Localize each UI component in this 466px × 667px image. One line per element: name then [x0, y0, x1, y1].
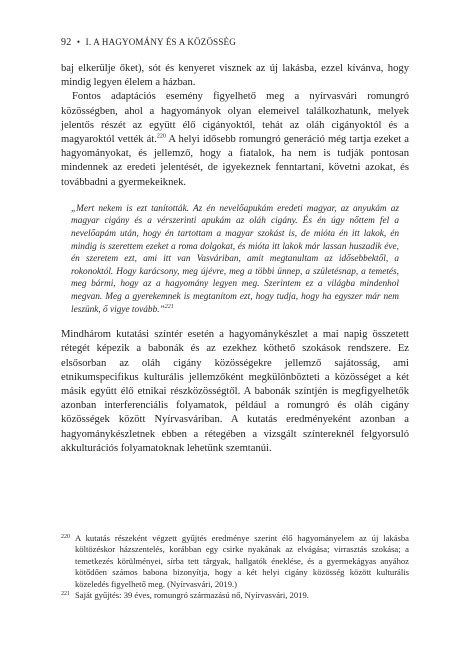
footnote [61, 590, 409, 601]
footnote-text: Saját gyűjtés: 39 éves, romungró származású nő, Nyírvasvári, 2019. [75, 590, 309, 601]
paragraph-text-after: A helyi idősebb romungró generáció még tartja ezeket a hagyományokat, és jellemző, hogy a fiatalok, ha nem is tudják pontosan mindennek az eredeti jelentését, de igyekeznek fenntartani, követni azokat, és továbbadni a gyermekeiknek. [61, 134, 409, 188]
paragraph-continued: baj elkerülje őket), sót és kenyeret visznek az új lakásba, ezzel kívánva, hogy mindig legyen élelem a házban. [61, 63, 409, 89]
running-head [61, 37, 236, 48]
paragraph-adaptation [61, 90, 409, 189]
body-text [61, 62, 409, 456]
footnote-text: A kutatás részeként végzett gyűjtés eredménye szerint élő hagyományelem az új lakásba költözéskor házszentelés, korábban egy csirke nyakának az elvágása; virrasztás szokása; a temetkezés körülményei, sírba tett tárgyak, hallgatók éneklése, és a gyermekágyas anyához kötődően számos babona bizonyítja, hogy a két helyi cigány közösség között kulturális közeledés figyelhető meg. (Nyírvasvári, 2019.) [75, 533, 409, 589]
header-separator: • [76, 37, 81, 47]
footnote-number: 221 [61, 591, 70, 598]
footnote [61, 533, 409, 590]
interview-quote [71, 203, 399, 316]
footnote-ref-221: 221 [164, 303, 174, 310]
footnotes [61, 533, 409, 601]
footnote-number: 220 [61, 534, 70, 540]
footnote-ref-220: 220 [156, 133, 166, 140]
paragraph-superstitions: Mindhárom kutatási színtér esetén a hagyománykészlet a mai napig összetett rétegét képezik a babonák és az ezekhez köthető szokások rendszere. Ez elsősorban az oláh cigány közösségekre jellemző sajátosság, ami etnikumspecifikus kulturális jellemzőként megkülönbözteti a közösséget a két másik együtt élő etnikai részközösségtől. A babonák színtjén is megfigyelhetők azonban interferenciális folyamatok, például a romungró és oláh cigány közösségek között Nyírvasváriban. A kutatás eredményeként azonban a hagyománykészletnek ebben a rétegében a vizsgált színtereknél felgyorsuló akkulturációs folyamatoknak lehetünk szemtanúi. [61, 329, 409, 454]
quote-text: „Mert nekem is ezt tanították. Az én nevelőapukám eredeti magyar, az anyukám az magyar cigány és a vérszerinti apukám az oláh cigány. És én úgy nőttem fel a nevelőapám után, hogy én tartottam a magyar szokást is, de mióta én itt lakok, én mindig is szerettem ezeket a roma dolgokat, és mióta itt lakok már lassan huszadik éve, én szeretem ezt, ami itt van Vasváriban, amit megtanultam az idősebbektől, a rokonoktól. Hogy karácsony, meg újévre, meg a többi ünnep, a születésnap, a temetés, meg bármi, hogy az a hagyomány legyen meg. Szerintem ez a világba mindenhol megvan. Meg a gyerekemnek is megtanítom ezt, hogy tudja, hogy ha egyszer már nem leszünk, ő vigye tovább.” [71, 203, 399, 315]
page-number: 92 [61, 37, 72, 48]
chapter-title: I. A HAGYOMÁNY ÉS A KÖZÖSSÉG [85, 37, 236, 47]
paragraph-text-before: Fontos adaptációs esemény figyelhető meg a nyírvasvári romungró közösségben, ahol a hagyományok olyan elemeivel találkozhatunk, melyek jelentős részét az együtt élő cigányoktól, tehát az oláh cigányoktól és a magyaroktól vették át. [61, 91, 409, 146]
